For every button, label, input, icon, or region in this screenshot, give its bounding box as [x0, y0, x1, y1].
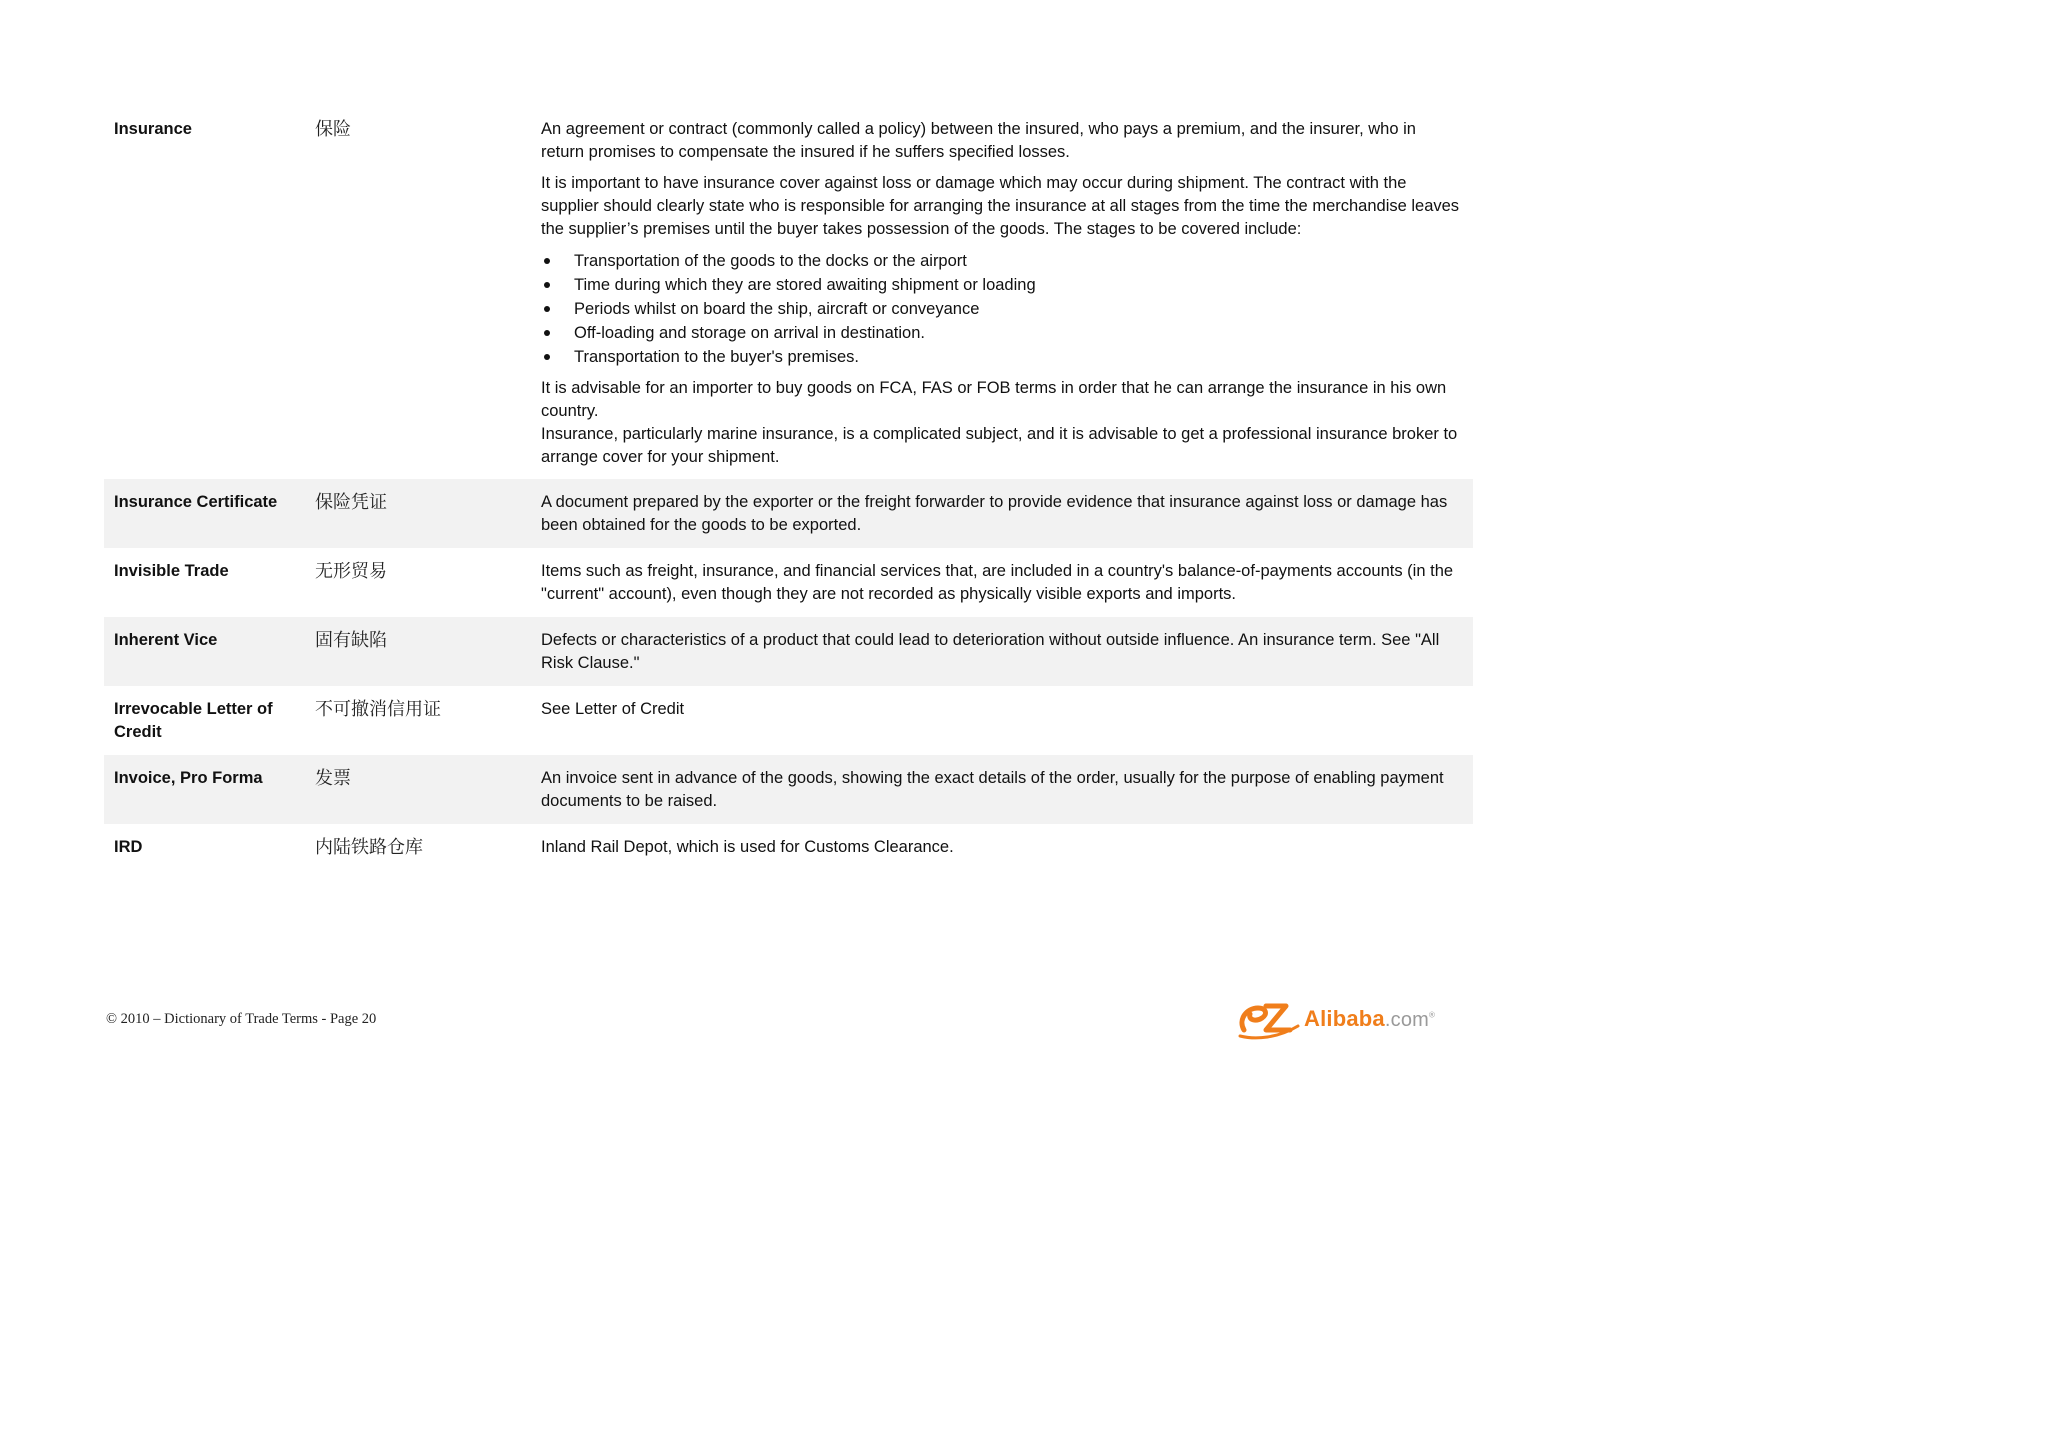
- list-item: Periods whilst on board the ship, aircraft or conveyance: [541, 297, 1463, 321]
- logo-brand: Alibaba: [1304, 1006, 1385, 1031]
- table-row: [104, 617, 1473, 686]
- list-item: Transportation to the buyer's premises.: [541, 345, 1463, 369]
- term-label: Insurance Certificate: [114, 493, 278, 511]
- definition-closing: [541, 377, 1463, 469]
- stage-list: [541, 249, 1463, 369]
- logo-suffix: .com: [1384, 1009, 1430, 1031]
- definition: See Letter of Credit: [541, 700, 685, 718]
- chinese-term: 固有缺陷: [315, 630, 387, 651]
- alibaba-logo: [1236, 996, 1435, 1042]
- term-label: Invoice, Pro Forma: [114, 769, 263, 787]
- glossary-table: [104, 114, 1473, 870]
- page-footer: © 2010 – Dictionary of Trade Terms - Page 20: [106, 1011, 377, 1027]
- term-label: IRD: [114, 838, 143, 856]
- logo-registered-mark: ®: [1429, 1010, 1436, 1020]
- definition: Defects or characteristics of a product that could lead to deterioration without outside influence. An insurance term. See "All Risk Clause.": [541, 631, 1440, 672]
- definition: Inland Rail Depot, which is used for Customs Clearance.: [541, 838, 954, 856]
- table-row: [104, 114, 1473, 479]
- table-row: [104, 824, 1473, 870]
- definition: An invoice sent in advance of the goods, showing the exact details of the order, usually for the purpose of enabling payment documents to be raised.: [541, 769, 1444, 810]
- definition-paragraph: It is important to have insurance cover against loss or damage which may occur during shipment. The contract with the supplier should clearly state who is responsible for arranging the insurance at all stages from the time the merchandise leaves the supplier’s premises until the buyer takes possession of the goods. The stages to be covered include:: [541, 174, 1460, 238]
- term-label: Inherent Vice: [114, 631, 218, 649]
- term-label: Invisible Trade: [114, 562, 229, 580]
- definition: [541, 118, 1473, 469]
- term-label: Insurance: [114, 120, 192, 138]
- table-row: [104, 755, 1473, 824]
- definition-paragraph: An agreement or contract (commonly called a policy) between the insured, who pays a premium, and the insurer, who in return promises to compensate the insured if he suffers specified losses.: [541, 120, 1416, 161]
- table-row: [104, 686, 1473, 755]
- chinese-term: 保险: [315, 119, 351, 140]
- table-row: [104, 548, 1473, 617]
- list-item: Off-loading and storage on arrival in destination.: [541, 321, 1463, 345]
- list-item: Time during which they are stored awaiting shipment or loading: [541, 273, 1463, 297]
- definition: Items such as freight, insurance, and financial services that, are included in a country's balance-of-payments accounts (in the "current" account), even though they are not recorded as physically visible exports and imports.: [541, 562, 1454, 603]
- chinese-term: 发票: [315, 768, 351, 789]
- chinese-term: 不可撤消信用证: [315, 699, 441, 720]
- term-label: Irrevocable Letter of Credit: [114, 700, 273, 741]
- table-row: [104, 479, 1473, 548]
- alibaba-swoosh-icon: [1236, 996, 1302, 1042]
- chinese-term: 无形贸易: [315, 561, 387, 582]
- definition: A document prepared by the exporter or the freight forwarder to provide evidence that insurance against loss or damage has been obtained for the goods to be exported.: [541, 493, 1448, 534]
- chinese-term: 内陆铁路仓库: [315, 837, 423, 858]
- list-item: Transportation of the goods to the docks or the airport: [541, 249, 1463, 273]
- chinese-term: 保险凭证: [315, 492, 387, 513]
- definition-paragraph: Insurance, particularly marine insurance, is a complicated subject, and it is advisable to get a professional insurance broker to arrange cover for your shipment.: [541, 425, 1458, 466]
- definition-paragraph: It is advisable for an importer to buy goods on FCA, FAS or FOB terms in order that he can arrange the insurance in his own country.: [541, 379, 1447, 420]
- logo-wordmark: [1304, 1006, 1435, 1032]
